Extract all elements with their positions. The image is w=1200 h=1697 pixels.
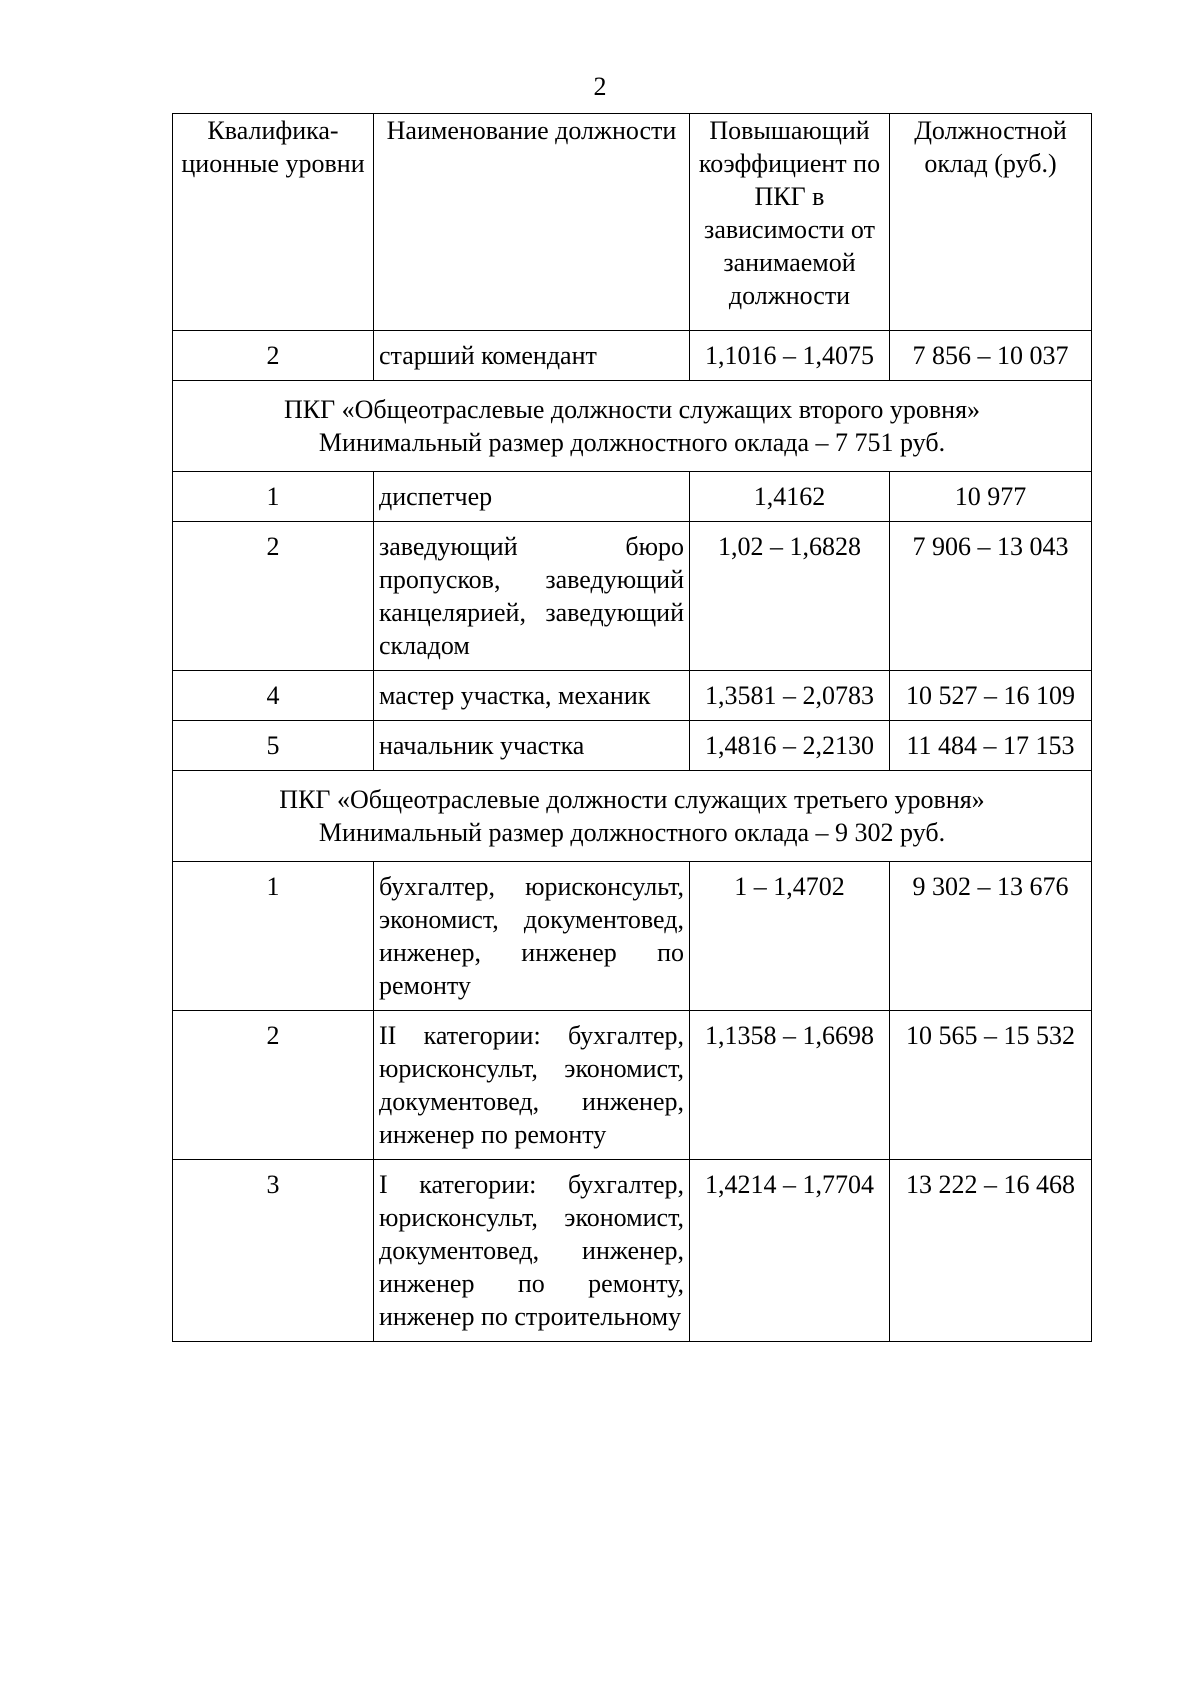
salary-cell: 10 565 – 15 532 (890, 1011, 1092, 1160)
salary-cell: 7 906 – 13 043 (890, 522, 1092, 671)
group-header-row (173, 381, 1092, 472)
position-cell: бухгалтер, юрисконсульт, экономист, документовед, инженер, инженер по ремонту (374, 862, 690, 1011)
coefficient-cell: 1,1358 – 1,6698 (690, 1011, 890, 1160)
header-salary: Должностной оклад (руб.) (890, 114, 1092, 331)
salary-table (172, 113, 1092, 1342)
position-cell: начальник участка (374, 721, 690, 771)
salary-cell: 11 484 – 17 153 (890, 721, 1092, 771)
group-title: ПКГ «Общеотраслевые должности служащих третьего уровня» (279, 785, 985, 814)
coefficient-cell: 1,3581 – 2,0783 (690, 671, 890, 721)
salary-cell: 10 527 – 16 109 (890, 671, 1092, 721)
group-subtitle: Минимальный размер должностного оклада – 9 302 руб. (318, 818, 946, 847)
salary-cell: 13 222 – 16 468 (890, 1160, 1092, 1342)
salary-cell: 9 302 – 13 676 (890, 862, 1092, 1011)
coefficient-cell: 1 – 1,4702 (690, 862, 890, 1011)
level-cell: 2 (173, 522, 374, 671)
level-cell: 1 (173, 862, 374, 1011)
table-row (173, 721, 1092, 771)
level-cell: 1 (173, 472, 374, 522)
coefficient-cell: 1,4816 – 2,2130 (690, 721, 890, 771)
position-cell: заведующий бюро пропусков, заведующий канцелярией, заведующий складом (374, 522, 690, 671)
page-number: 2 (593, 72, 607, 101)
coefficient-cell: 1,02 – 1,6828 (690, 522, 890, 671)
table-row (173, 331, 1092, 381)
level-cell: 5 (173, 721, 374, 771)
header-coefficient: Повышающий коэффициент по ПКГ в зависимости от занимаемой должности (690, 114, 890, 331)
salary-cell: 7 856 – 10 037 (890, 331, 1092, 381)
coefficient-cell: 1,4162 (690, 472, 890, 522)
group-title: ПКГ «Общеотраслевые должности служащих второго уровня» (283, 395, 981, 424)
position-cell: I категории: бухгалтер, юрисконсульт, экономист, документовед, инженер, инженер по ремонту, инженер по строительному (374, 1160, 690, 1342)
level-cell: 2 (173, 331, 374, 381)
level-cell: 4 (173, 671, 374, 721)
level-cell: 3 (173, 1160, 374, 1342)
table-row (173, 1011, 1092, 1160)
salary-cell: 10 977 (890, 472, 1092, 522)
header-position: Наименование должности (374, 114, 690, 331)
position-cell: старший комендант (374, 331, 690, 381)
position-cell: II категории: бухгалтер, юрисконсульт, экономист, документовед, инженер, инженер по ремонту (374, 1011, 690, 1160)
table-row (173, 472, 1092, 522)
position-cell: мастер участка, механик (374, 671, 690, 721)
table-row (173, 522, 1092, 671)
level-cell: 2 (173, 1011, 374, 1160)
group-subtitle: Минимальный размер должностного оклада – 7 751 руб. (318, 428, 946, 457)
position-cell: диспетчер (374, 472, 690, 522)
table-header-row (173, 114, 1092, 331)
coefficient-cell: 1,4214 – 1,7704 (690, 1160, 890, 1342)
group-header-cell (173, 771, 1092, 862)
table-row (173, 1160, 1092, 1342)
table-row (173, 671, 1092, 721)
group-header-row (173, 771, 1092, 862)
group-header-cell (173, 381, 1092, 472)
table-row (173, 862, 1092, 1011)
coefficient-cell: 1,1016 – 1,4075 (690, 331, 890, 381)
header-levels: Квалифика-ционные уровни (173, 114, 374, 331)
